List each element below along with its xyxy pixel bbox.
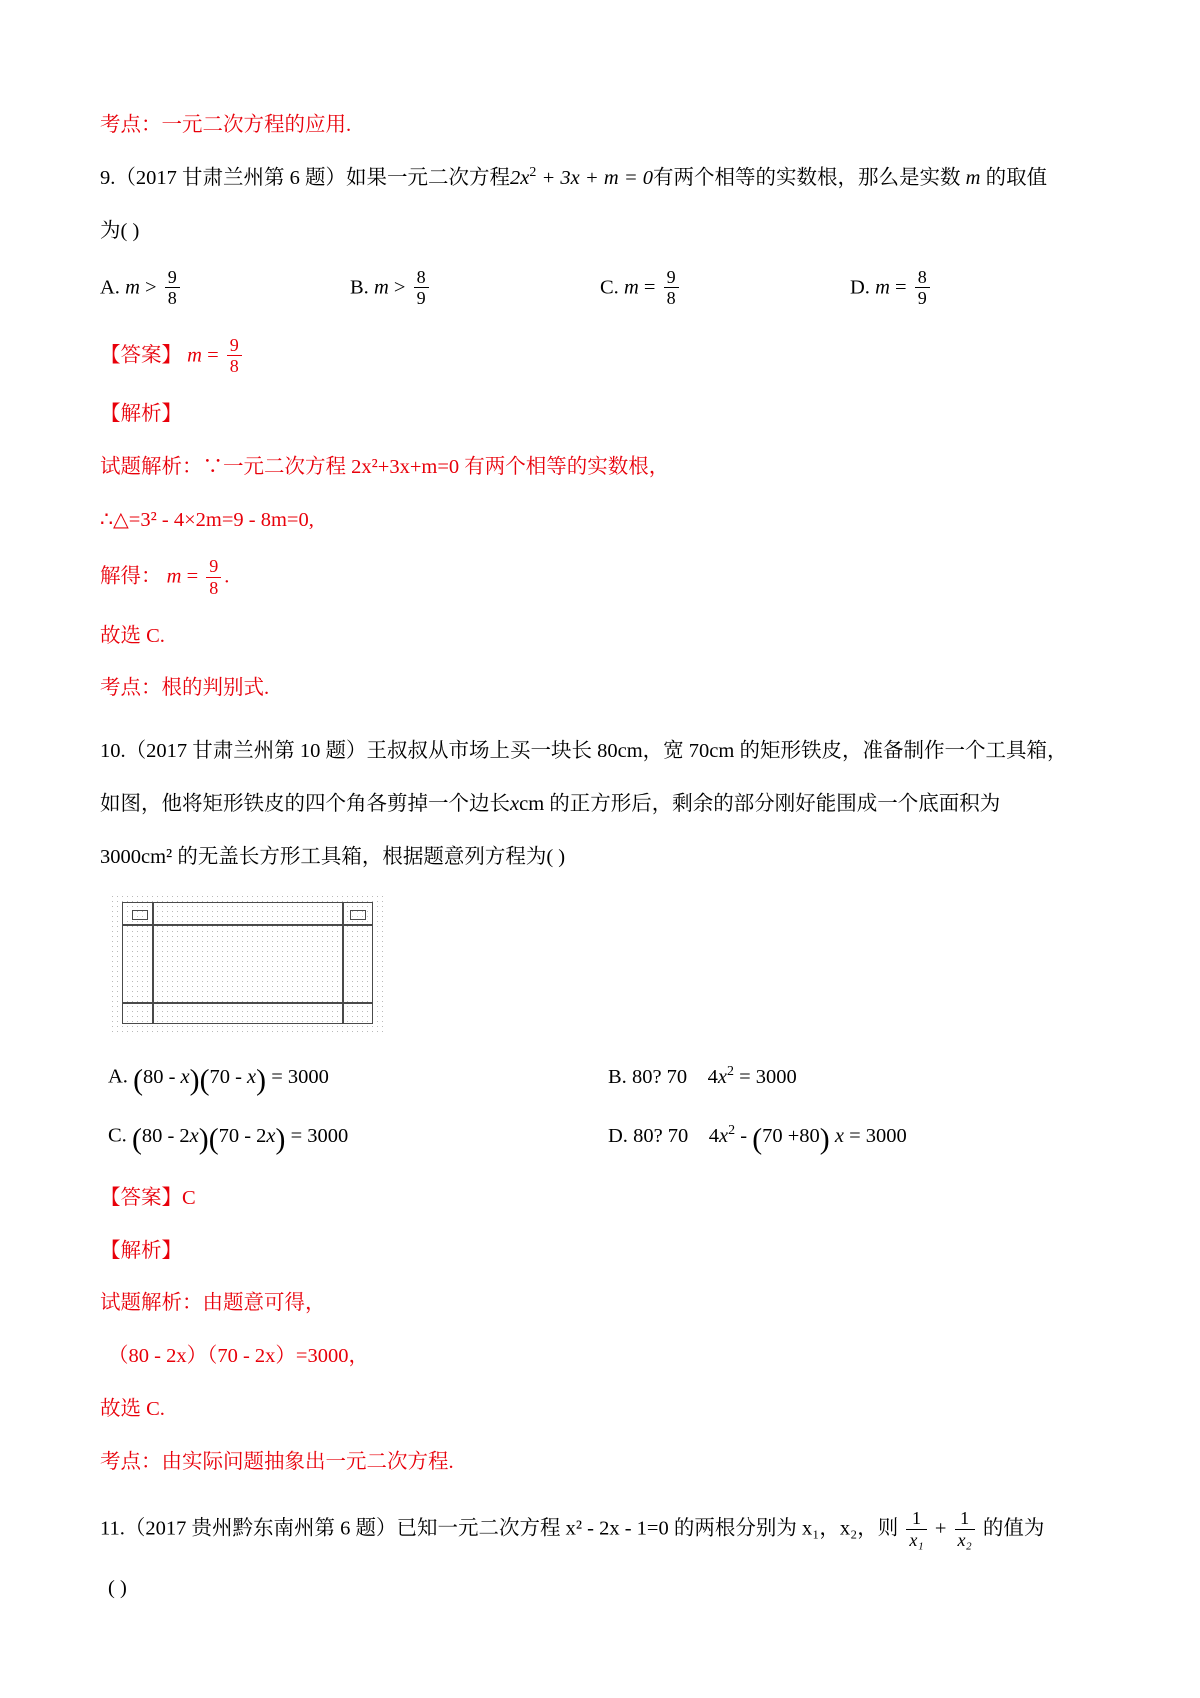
q11-stem-suffix: 的值为 [982,1517,1045,1540]
q9-option-d-fraction [915,267,930,308]
q9-option-a-den: 8 [167,288,177,309]
fold-line-left [152,902,154,1024]
q9-option-d-num: 8 [915,267,930,288]
q10-answer-label: 【答案】 [100,1186,182,1209]
q9-option-d-label: D. [850,276,870,299]
q9-stem-var: m [965,166,981,189]
q9-option-b-num: 8 [414,267,429,288]
q9-analysis-3-fraction [206,556,221,597]
q10-option-c[interactable] [100,1123,608,1156]
corner-square-top-right [350,910,366,920]
q10-option-b-label: B. [608,1066,627,1089]
q10-kaodian: 考点：由实际问题抽象出一元二次方程. [100,1450,454,1473]
question-9 [100,163,1100,704]
q9-conclusion: 故选 C. [100,624,165,647]
q10-stem-line3: 3000cm² 的无盖长方形工具箱，根据题意列方程为( ) [100,845,566,868]
q9-analysis-3-den: 8 [209,577,219,598]
q10-stem-line2-var: x [510,792,520,815]
q9-stem-mid: 有两个相等的实数根，那么是实数 [653,166,961,189]
q9-option-a-num: 9 [165,267,180,288]
q9-stem-line2: 为( ) [100,219,140,242]
q11-stem-line1 [100,1509,1100,1550]
q9-option-d-var: m [875,276,890,299]
q9-answer-den: 8 [229,355,239,376]
q10-option-b-text: 80? 70 $4x^2 = 3000$ [631,1064,797,1089]
q10-answer-line [100,1183,1100,1214]
q9-option-b-fraction [414,267,429,308]
block-spacer [100,726,1100,736]
q10-option-b[interactable] [608,1064,1108,1097]
q9-analysis-2: ∴△=3² - 4×2m=9 - 8m=0, [100,508,314,531]
q10-option-d[interactable] [608,1123,1108,1156]
q9-option-d-den: 9 [917,288,927,309]
q9-option-c-num: 9 [664,267,679,288]
q9-analysis-3-prefix: 解得： [100,565,162,588]
sheet-outline [122,902,373,1024]
q9-answer-label: 【答案】 [100,344,182,367]
q10-conclusion: 故选 C. [100,1397,165,1420]
q9-jiexi-label: 【解析】 [100,403,182,426]
fold-line-top [122,924,373,926]
q11-fraction-1 [906,1508,926,1549]
q9-answer-rel: = [207,344,219,367]
q10-option-a-label: A. [108,1065,128,1088]
q9-options [100,268,1100,309]
q10-answer-value: C [182,1186,196,1209]
q9-option-c[interactable] [600,268,850,309]
q9-option-d-rel: = [895,276,907,299]
q9-analysis-1: 试题解析：∵一元二次方程 2x²+3x+m=0 有两个相等的实数根， [100,455,670,478]
q9-option-a[interactable] [100,268,350,309]
q10-option-a-text: (80 - x)(70 - x) = 3000 [133,1064,329,1097]
q10-option-d-text: 80? 70 $4x^2 - (70 +80) x = 3000$ [633,1123,907,1156]
q10-stem-line2-a: 如图，他将矩形铁皮的四个角各剪掉一个边长 [100,792,510,815]
fold-line-bottom [122,1002,373,1004]
q9-option-c-rel: = [643,276,656,299]
q9-option-b-rel: > [393,276,406,299]
q10-figure-wrap [110,894,1100,1034]
q10-stem-line1: 10.（2017 甘肃兰州第 10 题）王叔叔从市场上买一块长 80cm，宽 70cm 的矩形铁皮，准备制作一个工具箱， [100,740,1068,763]
q11-fraction-1-num: 1 [906,1508,926,1529]
q9-option-b-var: m [373,276,389,299]
q9-option-b[interactable] [350,268,600,309]
q9-stem-line1 [100,163,1100,194]
q10-option-c-text: (80 - 2x)(70 - 2x) = 3000 [131,1123,349,1156]
q9-stem-suffix: 的取值 [985,166,1048,189]
q9-option-b-den: 9 [416,288,426,309]
q9-option-c-fraction [664,267,679,308]
q9-option-a-var: m [125,276,140,299]
q9-analysis-3-var: m [166,565,182,588]
q9-analysis-3-num: 9 [206,556,221,577]
question-11 [100,1509,1100,1603]
q10-analysis-2: （80 - 2x）（70 - 2x）=3000， [108,1345,369,1368]
question-10 [100,736,1100,1477]
q9-option-a-rel: > [145,276,157,299]
q9-option-a-label: A. [100,276,120,299]
fold-line-right [342,902,344,1024]
q9-analysis-3-rel: = [186,565,199,588]
q10-stem-line2-b: cm 的正方形后，剩余的部分刚好能围成一个底面积为 [519,792,1001,815]
q9-answer-num: 9 [227,335,242,356]
q10-analysis-1: 试题解析：由题意可得， [100,1292,326,1315]
rectangular-sheet-diagram [110,894,385,1034]
q10-stem-line2 [100,789,1100,820]
q11-plus-sign: + [934,1517,947,1540]
q9-answer-line [100,336,1100,377]
q9-option-a-fraction [165,267,180,308]
q9-option-b-label: B. [350,276,369,299]
q9-analysis-3-suffix: . [224,565,230,588]
q11-fraction-2 [955,1508,975,1549]
q9-option-c-den: 8 [666,288,676,309]
block-spacer-2 [100,1499,1100,1509]
q9-answer-fraction [227,335,242,376]
q11-stem-prefix: 11.（2017 贵州黔东南州第 6 题）已知一元二次方程 x² - 2x - 1=0 的两根分别为 x₁，x₂，则 [100,1517,899,1540]
q10-option-d-label: D. [608,1125,628,1148]
q9-option-c-var: m [623,276,639,299]
corner-square-top-left [132,910,148,920]
q9-kaodian: 考点：根的判别式. [100,677,270,700]
q11-fraction-2-num: 1 [955,1508,975,1529]
kaodian-line-8: 考点：一元二次方程的应用. [100,114,352,136]
q11-fraction-2-den: x₂ [957,1529,972,1550]
q10-option-a[interactable] [100,1064,608,1097]
q9-answer-var: m [187,344,202,367]
q9-option-d[interactable] [850,268,1100,309]
q11-fraction-1-den: x₁ [909,1529,924,1550]
q10-jiexi-label: 【解析】 [100,1239,182,1262]
q9-stem-prefix: 9.（2017 甘肃兰州第 6 题）如果一元二次方程 [100,166,510,189]
q9-analysis-3 [100,557,1100,598]
q10-option-c-label: C. [108,1124,127,1147]
q11-stem-line2: ( ) [108,1576,127,1599]
q10-options-row-2 [100,1123,1100,1156]
q10-options-row-1 [100,1064,1100,1097]
q9-option-c-label: C. [600,276,619,299]
q9-stem-equation: $2x^2 + 3x + m = 0$ [510,164,654,189]
